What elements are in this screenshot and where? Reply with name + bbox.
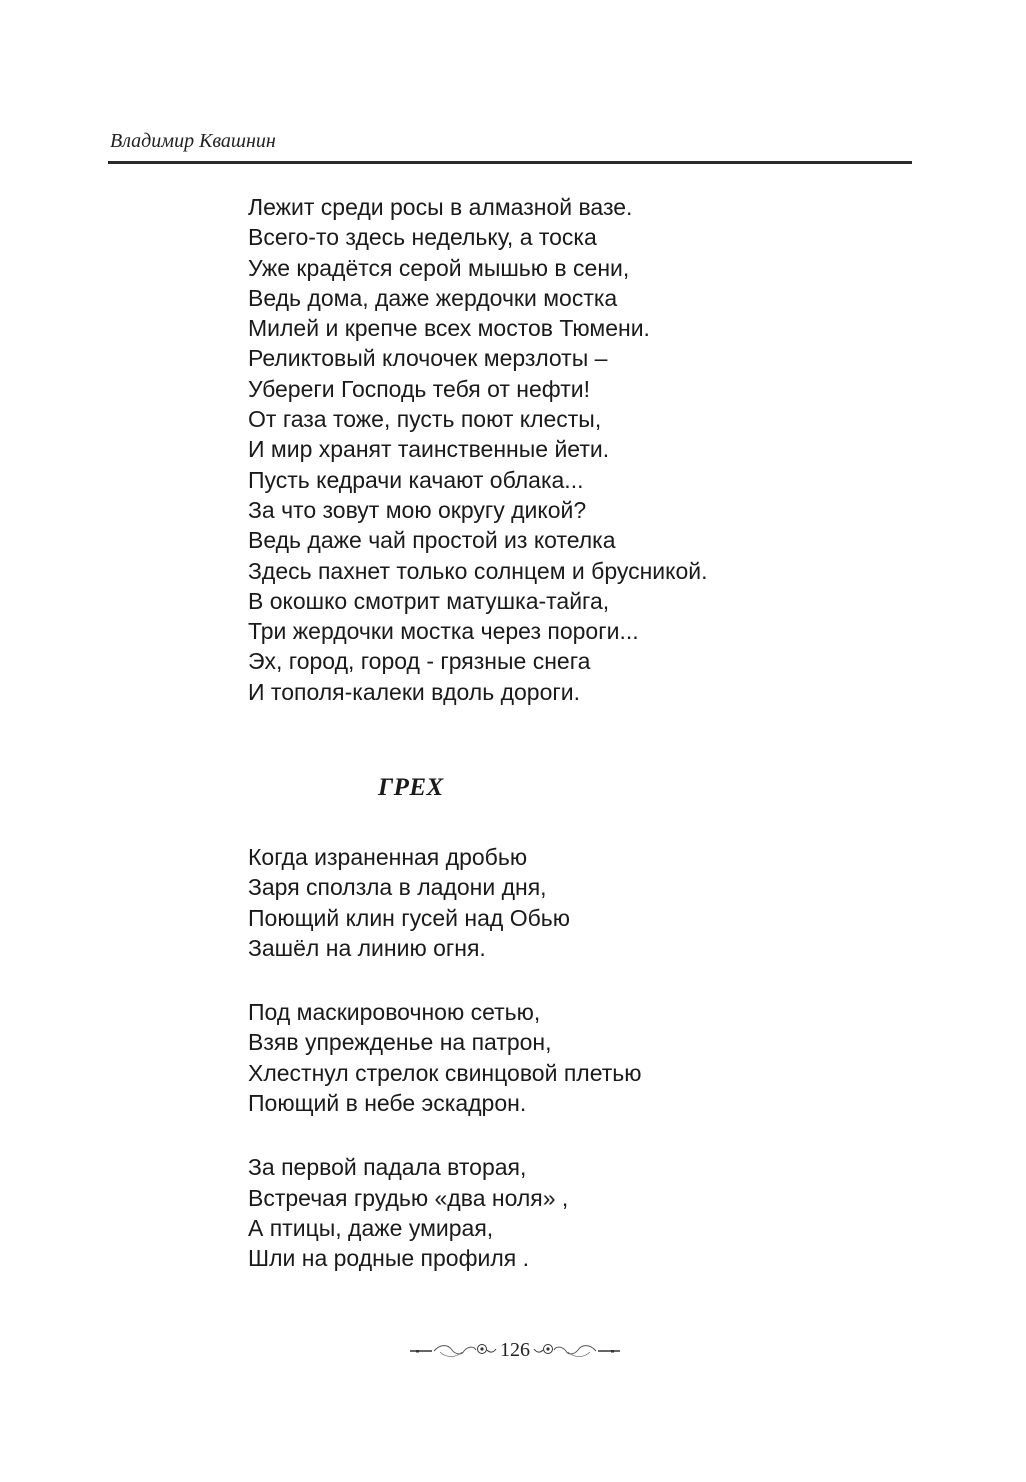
poem-line: И мир хранят таинственные йети. xyxy=(248,436,610,463)
header-rule xyxy=(108,161,912,164)
poem-line: Под маскировочною сетью, xyxy=(248,999,541,1026)
poem-line: Реликтовый клочочек мерзлоты – xyxy=(248,345,608,372)
stanza xyxy=(248,997,642,1118)
poem-line: За что зовут мою округу дикой? xyxy=(248,496,587,523)
poem-line: Три жердочки мостка через пороги... xyxy=(248,618,639,645)
poem-line: Встречая грудью «два ноля» , xyxy=(248,1184,569,1211)
poem-title: ГРЕХ xyxy=(378,774,444,801)
poem-line: Ведь даже чай простой из котелка xyxy=(248,527,616,554)
stanza-gap xyxy=(248,1118,642,1152)
poem-line: Шли на родные профиля . xyxy=(248,1245,529,1272)
poem-line: За первой падала вторая, xyxy=(248,1154,527,1181)
page-number: 126 xyxy=(500,1338,530,1361)
stanza xyxy=(248,1152,642,1273)
running-head-author: Владимир Квашнин xyxy=(110,130,276,152)
flourish-right-icon xyxy=(532,1340,624,1360)
poem-line: Хлестнул стрелок свинцовой плетью xyxy=(248,1059,642,1086)
poem-line: Эх, город, город - грязные снега xyxy=(248,648,591,675)
poem-line: Уже крадётся серой мышью в сени, xyxy=(248,254,630,281)
poem-line: Убереги Господь тебя от нефти! xyxy=(248,375,590,402)
poem-line: В окошко смотрит матушка-тайга, xyxy=(248,587,610,614)
poem-line: Заря сползла в ладони дня, xyxy=(248,874,547,901)
poem-line: Поющий в небе эскадрон. xyxy=(248,1090,527,1117)
poem-line: Здесь пахнет только солнцем и брусникой. xyxy=(248,557,708,584)
stanza xyxy=(248,842,642,963)
poem-line: Когда израненная дробью xyxy=(248,844,528,870)
poem-line: Милей и крепче всех мостов Тюмени. xyxy=(248,315,650,342)
poem-line: А птицы, даже умирая, xyxy=(248,1214,494,1241)
poem-continued xyxy=(248,192,708,707)
page-folio xyxy=(400,1336,630,1364)
poem-line: Взяв упрежденье на патрон, xyxy=(248,1029,552,1056)
flourish-left-icon xyxy=(406,1340,498,1360)
poem-line: Поющий клин гусей над Обью xyxy=(248,904,571,931)
poem-line: От газа тоже, пусть поют клесты, xyxy=(248,406,602,433)
poem-greh xyxy=(248,842,642,1274)
poem-line: Пусть кедрачи качают облака... xyxy=(248,466,584,493)
stanza-gap xyxy=(248,963,642,997)
poem-line: И тополя-калеки вдоль дороги. xyxy=(248,678,581,705)
poem-line: Зашёл на линию огня. xyxy=(248,934,486,961)
poem-line: Всего-то здесь недельку, а тоска xyxy=(248,224,597,251)
poem-line: Лежит среди росы в алмазной вазе. xyxy=(248,194,633,220)
poem-line: Ведь дома, даже жердочки мостка xyxy=(248,284,618,311)
